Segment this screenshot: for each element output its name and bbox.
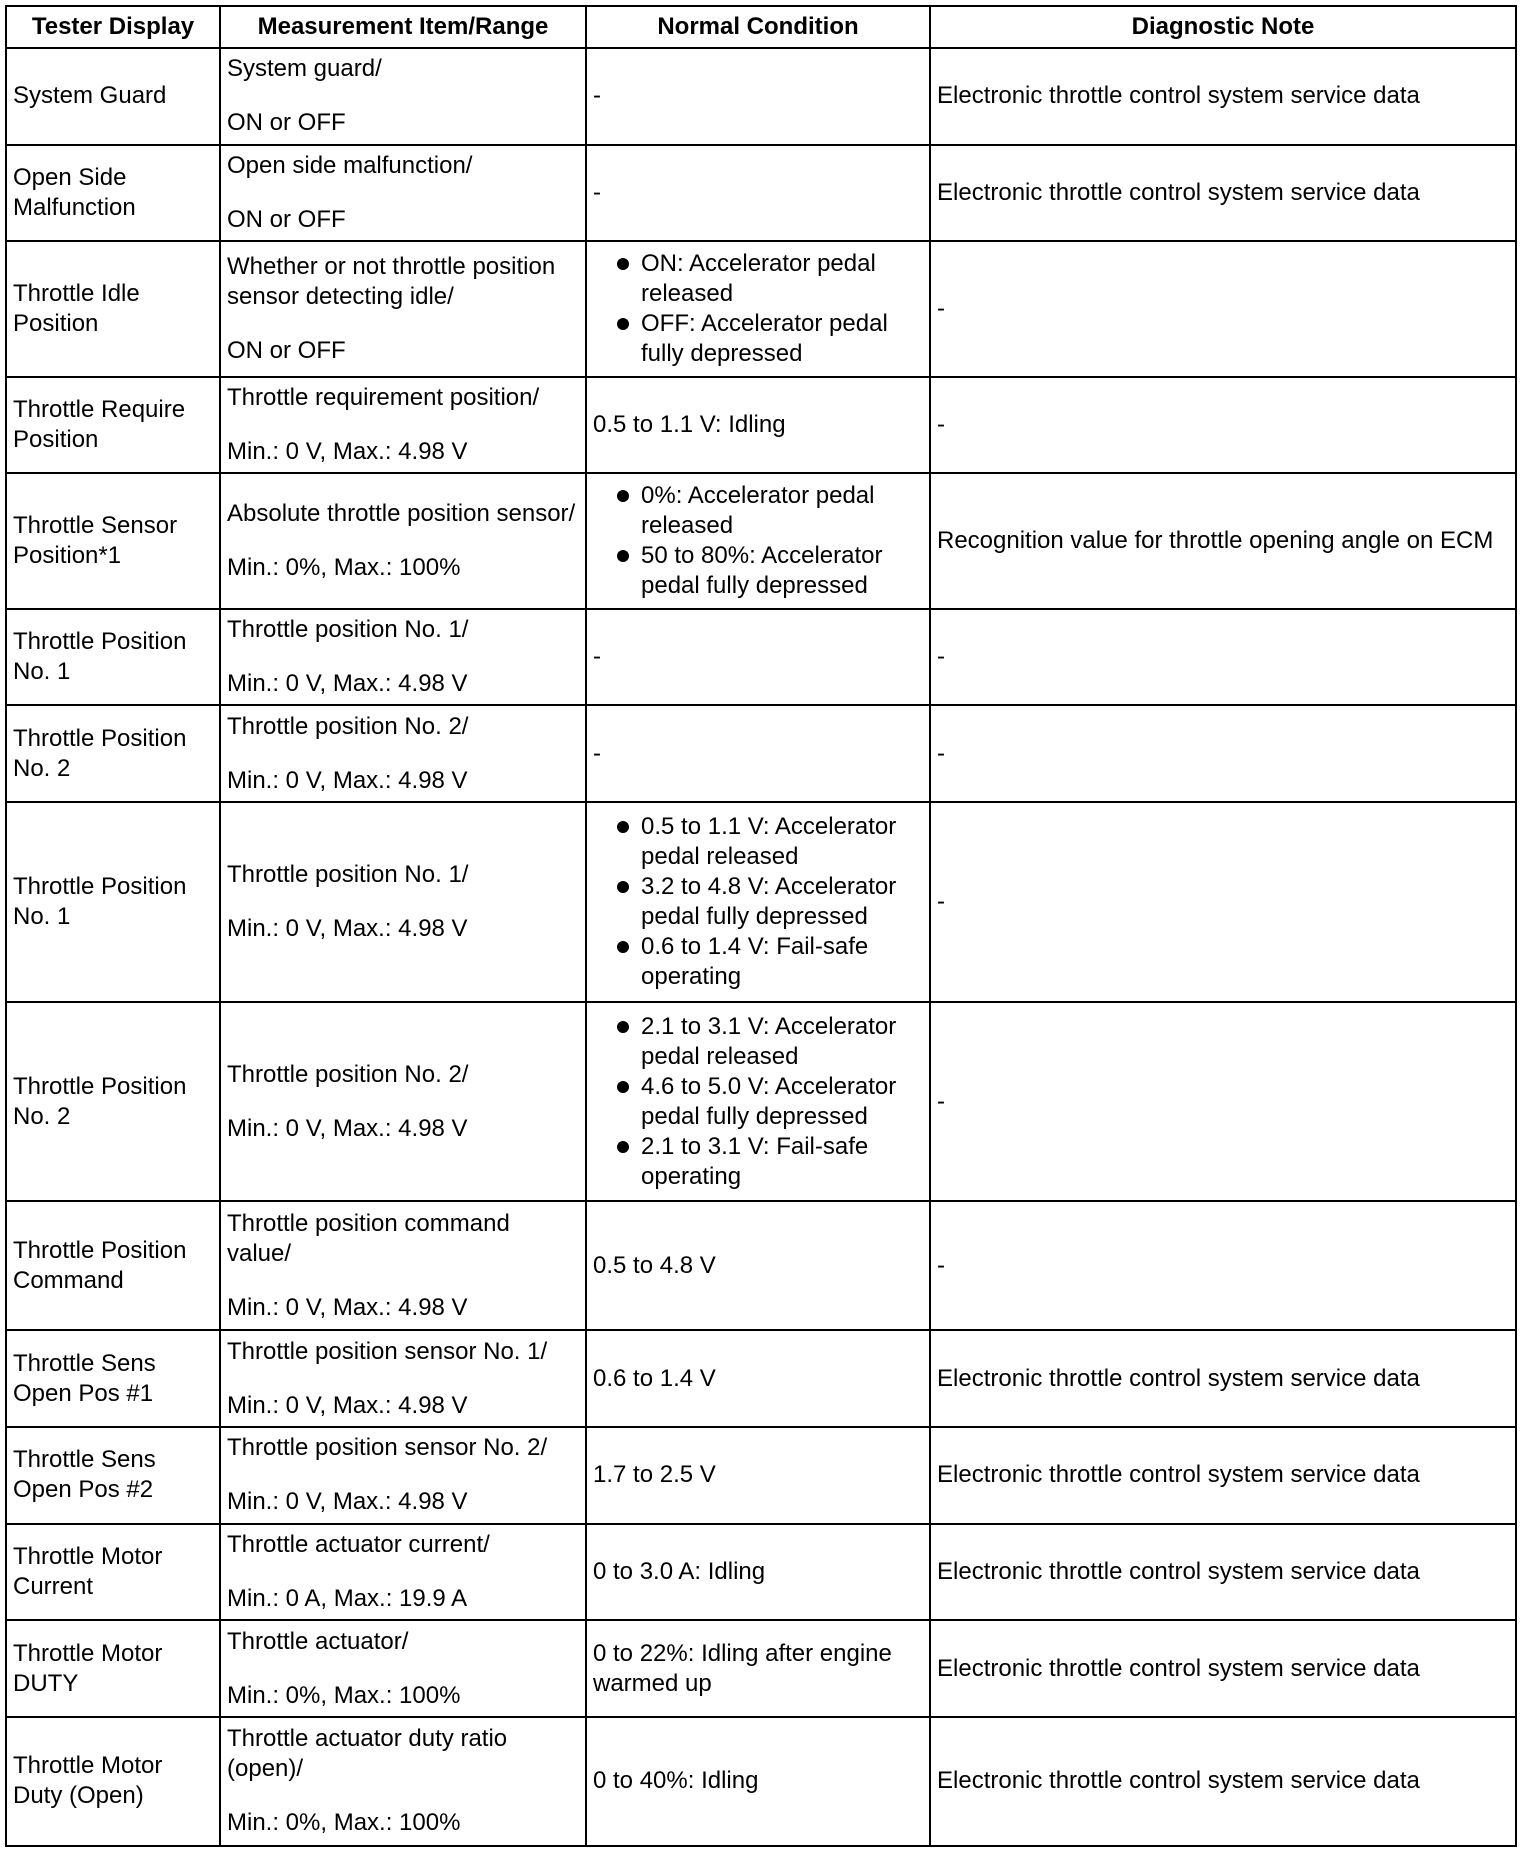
measurement-cell: [220, 1717, 586, 1846]
data-list-table: [5, 5, 1517, 1847]
measurement-item: Throttle position sensor No. 1/: [227, 1337, 548, 1365]
header-diagnostic-note: Diagnostic Note: [930, 6, 1516, 48]
header-row: [6, 6, 1516, 48]
bullet-icon: [617, 318, 629, 330]
measurement-range: ON or OFF: [227, 109, 346, 137]
normal-condition-list: [593, 812, 923, 992]
diagnostic-note-cell: Electronic throttle control system service data: [930, 1620, 1516, 1717]
normal-condition-cell: -: [586, 609, 930, 706]
normal-condition-item: [609, 872, 923, 932]
diagnostic-note-cell: Electronic throttle control system service data: [930, 1330, 1516, 1427]
bullet-icon: [617, 821, 629, 833]
normal-condition-list: [593, 1012, 923, 1192]
normal-condition-cell: [586, 802, 930, 1002]
tester-display-cell: Throttle Position No. 1: [6, 802, 220, 1002]
measurement-range: Min.: 0%, Max.: 100%: [227, 1809, 461, 1837]
diagnostic-note-cell: Electronic throttle control system service data: [930, 1717, 1516, 1846]
bullet-icon: [617, 1081, 629, 1093]
diagnostic-note-cell: -: [930, 377, 1516, 474]
measurement-item: Throttle actuator current/: [227, 1530, 490, 1558]
measurement-range: Min.: 0 V, Max.: 4.98 V: [227, 1114, 468, 1142]
measurement-item: Throttle position No. 2/: [227, 1060, 469, 1088]
normal-condition-cell: -: [586, 48, 930, 145]
table-header: [6, 6, 1516, 48]
diagnostic-note-cell: -: [930, 241, 1516, 376]
normal-condition-list: [593, 249, 923, 369]
normal-condition-item: [609, 541, 923, 601]
measurement-cell: [220, 1620, 586, 1717]
normal-condition-cell: 1.7 to 2.5 V: [586, 1427, 930, 1524]
measurement-range: Min.: 0 V, Max.: 4.98 V: [227, 669, 468, 697]
measurement-cell: [220, 1201, 586, 1330]
measurement-item: Throttle position command value/: [227, 1209, 510, 1267]
measurement-range: Min.: 0 V, Max.: 4.98 V: [227, 1488, 468, 1516]
bullet-icon: [617, 1021, 629, 1033]
normal-condition-cell: [586, 241, 930, 376]
diagnostic-note-cell: Electronic throttle control system service data: [930, 145, 1516, 242]
measurement-cell: [220, 609, 586, 706]
measurement-range: Min.: 0%, Max.: 100%: [227, 553, 461, 581]
tester-display-cell: Throttle Position No. 1: [6, 609, 220, 706]
tester-display-cell: Open Side Malfunction: [6, 145, 220, 242]
header-normal-condition: Normal Condition: [586, 6, 930, 48]
normal-condition-item: [609, 1012, 923, 1072]
measurement-cell: [220, 1524, 586, 1621]
measurement-cell: [220, 802, 586, 1002]
diagnostic-note-cell: -: [930, 1002, 1516, 1202]
measurement-range: Min.: 0 V, Max.: 4.98 V: [227, 766, 468, 794]
normal-condition-text: 0.6 to 1.4 V: Fail-safe operating: [641, 932, 869, 990]
normal-condition-cell: 0.5 to 4.8 V: [586, 1201, 930, 1330]
measurement-range: Min.: 0 V, Max.: 4.98 V: [227, 437, 468, 465]
normal-condition-item: [609, 812, 923, 872]
measurement-cell: [220, 705, 586, 802]
measurement-item: Throttle actuator/: [227, 1627, 409, 1655]
normal-condition-text: 3.2 to 4.8 V: Accelerator pedal fully depressed: [641, 872, 897, 930]
measurement-range: Min.: 0 V, Max.: 4.98 V: [227, 914, 468, 942]
table-row: [6, 609, 1516, 706]
normal-condition-cell: [586, 1002, 930, 1202]
normal-condition-text: OFF: Accelerator pedal fully depressed: [641, 309, 888, 367]
normal-condition-text: 50 to 80%: Accelerator pedal fully depressed: [641, 541, 883, 599]
diagnostic-note-cell: Electronic throttle control system service data: [930, 48, 1516, 145]
measurement-item: Absolute throttle position sensor/: [227, 499, 576, 527]
tester-display-cell: Throttle Motor Duty (Open): [6, 1717, 220, 1846]
normal-condition-list: [593, 481, 923, 601]
measurement-range: ON or OFF: [227, 205, 346, 233]
table-row: [6, 241, 1516, 376]
normal-condition-text: ON: Accelerator pedal released: [641, 249, 876, 307]
tester-display-cell: Throttle Sens Open Pos #2: [6, 1427, 220, 1524]
diagnostic-note-cell: -: [930, 1201, 1516, 1330]
diagnostic-note-cell: Recognition value for throttle opening angle on ECM: [930, 473, 1516, 608]
measurement-cell: [220, 1002, 586, 1202]
bullet-icon: [617, 941, 629, 953]
table-row: [6, 1427, 1516, 1524]
normal-condition-cell: 0.6 to 1.4 V: [586, 1330, 930, 1427]
tester-display-cell: Throttle Motor Current: [6, 1524, 220, 1621]
table-row: [6, 1717, 1516, 1846]
tester-display-cell: System Guard: [6, 48, 220, 145]
bullet-icon: [617, 550, 629, 562]
normal-condition-cell: 0 to 3.0 A: Idling: [586, 1524, 930, 1621]
tester-display-cell: Throttle Idle Position: [6, 241, 220, 376]
measurement-cell: [220, 377, 586, 474]
normal-condition-cell: [586, 473, 930, 608]
diagnostic-note-cell: -: [930, 802, 1516, 1002]
measurement-item: System guard/: [227, 55, 382, 83]
measurement-cell: [220, 1427, 586, 1524]
table-row: [6, 1330, 1516, 1427]
normal-condition-text: 0.5 to 1.1 V: Accelerator pedal released: [641, 812, 897, 870]
table-row: [6, 802, 1516, 1002]
measurement-cell: [220, 241, 586, 376]
normal-condition-item: [609, 1132, 923, 1192]
header-tester-display: Tester Display: [6, 6, 220, 48]
normal-condition-item: [609, 932, 923, 992]
bullet-icon: [617, 258, 629, 270]
diagnostic-note-cell: -: [930, 609, 1516, 706]
table-row: [6, 48, 1516, 145]
measurement-item: Throttle position No. 1/: [227, 615, 469, 643]
table-row: [6, 1620, 1516, 1717]
tester-display-cell: Throttle Motor DUTY: [6, 1620, 220, 1717]
measurement-item: Throttle position No. 1/: [227, 860, 469, 888]
measurement-item: Throttle requirement position/: [227, 383, 540, 411]
measurement-item: Throttle actuator duty ratio (open)/: [227, 1725, 508, 1783]
table-row: [6, 1002, 1516, 1202]
table-row: [6, 1524, 1516, 1621]
normal-condition-cell: 0.5 to 1.1 V: Idling: [586, 377, 930, 474]
tester-display-cell: Throttle Require Position: [6, 377, 220, 474]
normal-condition-text: 4.6 to 5.0 V: Accelerator pedal fully depressed: [641, 1072, 897, 1130]
normal-condition-text: 2.1 to 3.1 V: Fail-safe operating: [641, 1132, 869, 1190]
tester-display-cell: Throttle Position No. 2: [6, 1002, 220, 1202]
normal-condition-item: [609, 481, 923, 541]
normal-condition-text: 0%: Accelerator pedal released: [641, 481, 875, 539]
tester-display-cell: Throttle Position Command: [6, 1201, 220, 1330]
measurement-item: Throttle position No. 2/: [227, 712, 469, 740]
measurement-item: Throttle position sensor No. 2/: [227, 1434, 548, 1462]
measurement-item: Open side malfunction/: [227, 151, 473, 179]
tester-display-cell: Throttle Sens Open Pos #1: [6, 1330, 220, 1427]
measurement-range: Min.: 0 V, Max.: 4.98 V: [227, 1391, 468, 1419]
normal-condition-cell: 0 to 22%: Idling after engine warmed up: [586, 1620, 930, 1717]
normal-condition-cell: 0 to 40%: Idling: [586, 1717, 930, 1846]
table-row: [6, 705, 1516, 802]
header-measurement-item: Measurement Item/Range: [220, 6, 586, 48]
measurement-cell: [220, 48, 586, 145]
bullet-icon: [617, 1141, 629, 1153]
normal-condition-text: 2.1 to 3.1 V: Accelerator pedal released: [641, 1012, 897, 1070]
bullet-icon: [617, 490, 629, 502]
table-body: [6, 48, 1516, 1846]
measurement-cell: [220, 1330, 586, 1427]
tester-display-cell: Throttle Sensor Position*1: [6, 473, 220, 608]
measurement-item: Whether or not throttle position sensor detecting idle/: [227, 252, 556, 310]
bullet-icon: [617, 881, 629, 893]
measurement-cell: [220, 473, 586, 608]
table-row: [6, 1201, 1516, 1330]
normal-condition-cell: -: [586, 145, 930, 242]
measurement-range: Min.: 0 A, Max.: 19.9 A: [227, 1584, 468, 1612]
tester-display-cell: Throttle Position No. 2: [6, 705, 220, 802]
normal-condition-item: [609, 309, 923, 369]
measurement-cell: [220, 145, 586, 242]
measurement-range: Min.: 0 V, Max.: 4.98 V: [227, 1293, 468, 1321]
table-row: [6, 145, 1516, 242]
normal-condition-item: [609, 249, 923, 309]
diagnostic-note-cell: Electronic throttle control system service data: [930, 1524, 1516, 1621]
measurement-range: Min.: 0%, Max.: 100%: [227, 1681, 461, 1709]
table-row: [6, 473, 1516, 608]
normal-condition-cell: -: [586, 705, 930, 802]
normal-condition-item: [609, 1072, 923, 1132]
table-row: [6, 377, 1516, 474]
diagnostic-note-cell: Electronic throttle control system service data: [930, 1427, 1516, 1524]
measurement-range: ON or OFF: [227, 336, 346, 364]
diagnostic-note-cell: -: [930, 705, 1516, 802]
